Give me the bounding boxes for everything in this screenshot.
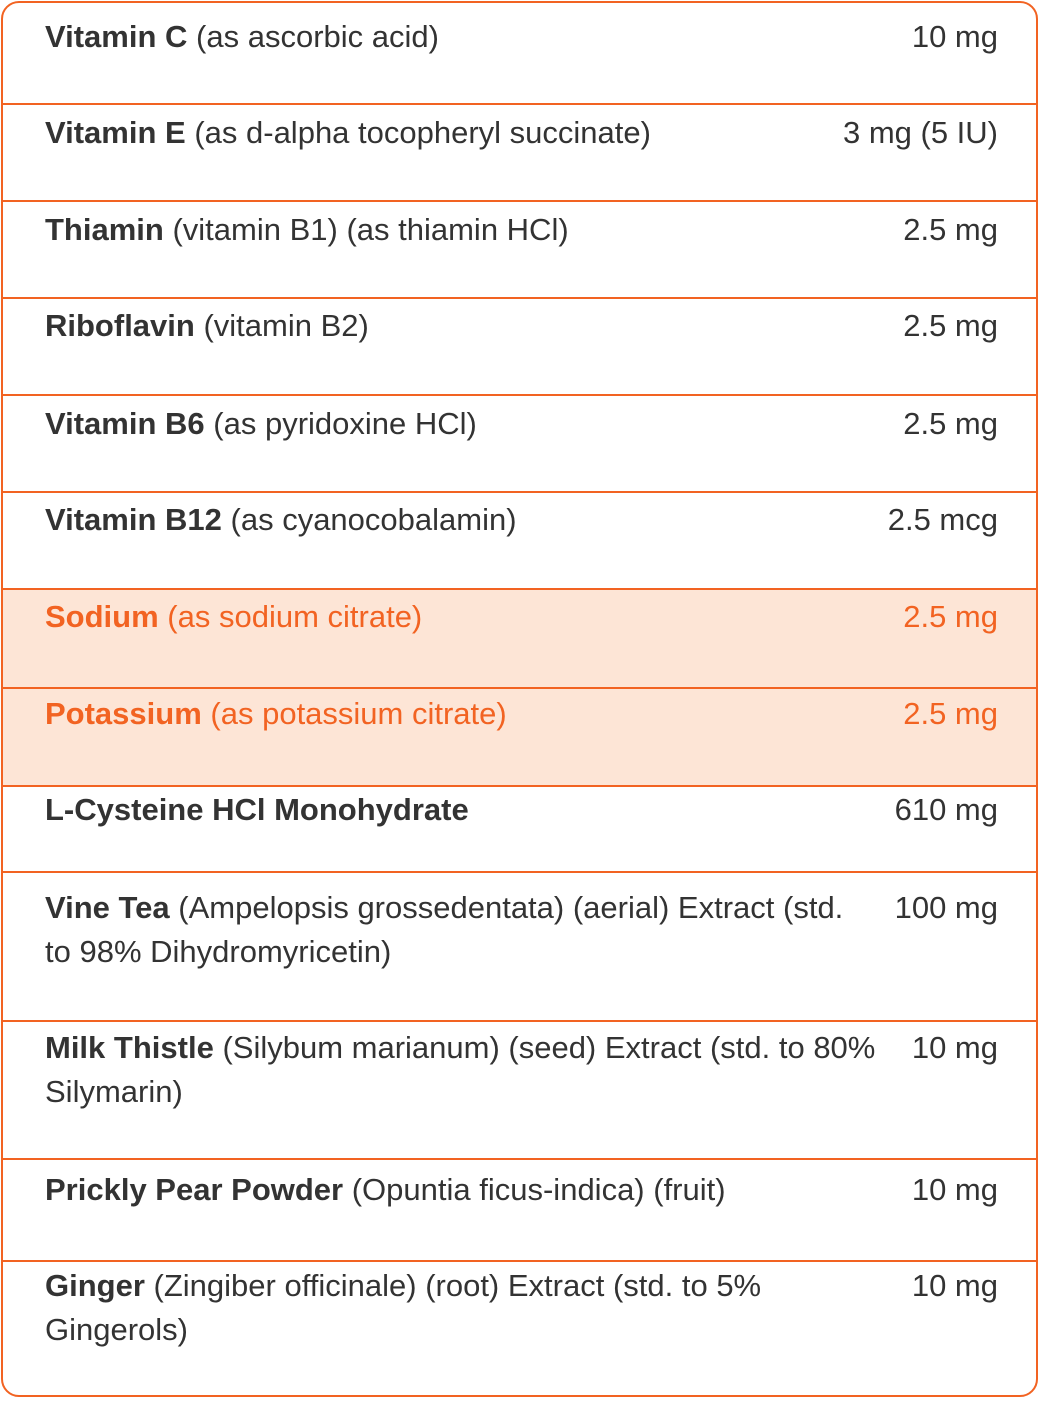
ingredient-detail: (vitamin B2) — [203, 308, 369, 343]
ingredient-detail: (Zingiber officinale) (root) Extract (std. to 5% Gingerols) — [45, 1268, 762, 1347]
ingredient-amount: 610 mg — [894, 792, 998, 827]
ingredient-row-milk-thistle — [3, 1022, 1036, 1160]
ingredient-amount: 2.5 mg — [903, 696, 998, 731]
ingredient-name-cell — [45, 886, 895, 974]
ingredient-name-cell — [45, 1168, 912, 1212]
ingredient-amount: 2.5 mg — [903, 599, 998, 634]
ingredient-name-cell — [45, 402, 903, 446]
ingredient-name-cell — [45, 1026, 912, 1114]
ingredient-detail: (vitamin B1) (as thiamin HCl) — [172, 212, 569, 247]
ingredient-name: Potassium — [45, 696, 202, 731]
ingredient-row-ginger — [3, 1262, 1036, 1390]
ingredient-amount: 2.5 mg — [903, 406, 998, 441]
ingredient-name: L-Cysteine HCl Monohydrate — [45, 792, 469, 827]
ingredient-name-cell — [45, 595, 903, 639]
ingredient-amount: 10 mg — [911, 1172, 998, 1207]
ingredient-row-vitamin-c — [3, 3, 1036, 105]
ingredient-row-vitamin-b12 — [3, 493, 1036, 590]
ingredient-name-cell — [45, 1264, 912, 1352]
ingredient-row-riboflavin — [3, 299, 1036, 396]
ingredient-detail: (as pyridoxine HCl) — [213, 406, 477, 441]
ingredient-row-vitamin-b6 — [3, 396, 1036, 493]
ingredient-amount: 2.5 mg — [903, 308, 998, 343]
ingredient-amount: 10 mg — [911, 1268, 998, 1303]
ingredient-detail: (Ampelopsis grossedentata) (aerial) Extract (std. to 98% Dihydromyricetin) — [45, 890, 844, 969]
ingredient-detail: (Silybum marianum) (seed) Extract (std. to 80% Silymarin) — [45, 1030, 876, 1109]
ingredient-name: Vitamin C — [45, 19, 188, 54]
ingredient-amount: 2.5 mg — [903, 212, 998, 247]
ingredient-amount: 3 mg (5 IU) — [842, 115, 998, 150]
supplement-facts-table — [1, 1, 1038, 1397]
ingredient-amount: 100 mg — [894, 890, 998, 925]
ingredient-name: Riboflavin — [45, 308, 195, 343]
ingredient-detail: (as sodium citrate) — [167, 599, 423, 634]
ingredient-row-potassium — [3, 689, 1036, 787]
ingredient-name: Vitamin B12 — [45, 502, 222, 537]
ingredient-name-cell — [45, 788, 895, 832]
ingredient-name-cell — [45, 15, 912, 59]
ingredient-detail: (as ascorbic acid) — [196, 19, 439, 54]
ingredient-detail: (as cyanocobalamin) — [230, 502, 517, 537]
ingredient-row-prickly-pear — [3, 1160, 1036, 1262]
ingredient-amount: 2.5 mcg — [887, 502, 998, 537]
ingredient-name-cell — [45, 208, 903, 252]
ingredient-name: Prickly Pear Powder — [45, 1172, 344, 1207]
ingredient-row-vine-tea — [3, 873, 1036, 1022]
ingredient-name-cell — [45, 692, 903, 736]
ingredient-detail: (as potassium citrate) — [210, 696, 507, 731]
ingredient-name: Vine Tea — [45, 890, 170, 925]
ingredient-name: Ginger — [45, 1268, 145, 1303]
ingredient-detail: (as d-alpha tocopheryl succinate) — [194, 115, 651, 150]
ingredient-name: Milk Thistle — [45, 1030, 214, 1065]
ingredient-row-sodium — [3, 590, 1036, 689]
ingredient-amount: 10 mg — [911, 19, 998, 54]
ingredient-name-cell — [45, 304, 903, 348]
ingredient-name: Vitamin E — [45, 115, 186, 150]
ingredient-detail: (Opuntia ficus-indica) (fruit) — [351, 1172, 726, 1207]
ingredient-row-vitamin-e — [3, 105, 1036, 202]
ingredient-row-l-cysteine — [3, 787, 1036, 873]
ingredient-name: Vitamin B6 — [45, 406, 205, 441]
ingredient-name-cell — [45, 498, 888, 542]
ingredient-name-cell — [45, 111, 843, 155]
ingredient-amount: 10 mg — [911, 1030, 998, 1065]
ingredient-name: Thiamin — [45, 212, 164, 247]
ingredient-row-thiamin — [3, 202, 1036, 299]
ingredient-name: Sodium — [45, 599, 159, 634]
